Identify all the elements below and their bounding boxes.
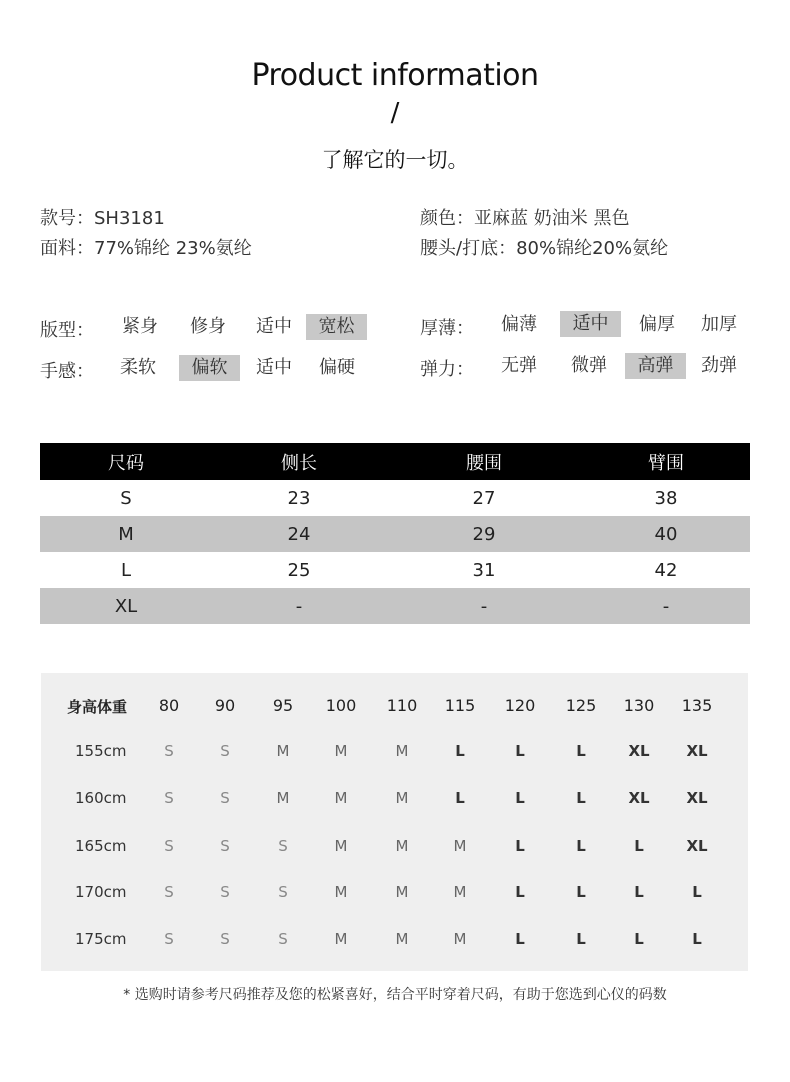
style-number: 款号：SH3181 xyxy=(40,208,165,229)
header-size: 尺码 xyxy=(108,452,144,474)
weight-header: 115 xyxy=(444,696,476,715)
size-table-header xyxy=(40,443,750,480)
elastic-option: 劲弹 xyxy=(701,355,737,376)
size-cell: S xyxy=(220,837,230,855)
header-arm: 臂围 xyxy=(648,452,684,474)
size-cell: M xyxy=(276,742,290,760)
size-cell: L xyxy=(634,883,644,901)
size-cell: M xyxy=(334,930,348,948)
fabric-info: 面料：77%锦纶 23%氨纶 xyxy=(40,238,252,259)
height-label: 165cm xyxy=(75,837,127,855)
size-cell: XL xyxy=(628,742,650,760)
size-cell: L xyxy=(576,789,586,807)
fit-option: 紧身 xyxy=(122,316,158,337)
size-cell: M xyxy=(395,742,409,760)
elastic-option: 无弹 xyxy=(501,355,537,376)
size-cell: L xyxy=(576,837,586,855)
size-cell: S xyxy=(164,883,174,901)
table-cell: - xyxy=(295,595,303,617)
size-cell: M xyxy=(334,837,348,855)
size-cell: S xyxy=(220,883,230,901)
table-cell: XL xyxy=(114,595,138,617)
waist-info: 腰头/打底：80%锦纶20%氨纶 xyxy=(420,238,669,259)
table-row xyxy=(40,552,750,588)
feel-option: 适中 xyxy=(256,357,292,378)
table-cell: 40 xyxy=(654,523,678,545)
size-cell: L xyxy=(455,742,465,760)
elastic-option-selected: 高弹 xyxy=(625,353,686,379)
table-cell: - xyxy=(662,595,670,617)
thickness-option-selected: 适中 xyxy=(560,311,621,337)
size-cell: L xyxy=(515,930,525,948)
size-cell: S xyxy=(220,789,230,807)
title-english: Product information xyxy=(251,58,539,93)
size-cell: L xyxy=(576,742,586,760)
fit-option-selected: 宽松 xyxy=(306,314,367,340)
table-cell: 25 xyxy=(287,559,311,581)
title-chinese: 了解它的一切。 xyxy=(321,148,469,172)
size-cell: L xyxy=(692,883,702,901)
feel-option: 偏硬 xyxy=(319,357,355,378)
feel-option: 柔软 xyxy=(120,357,156,378)
table-cell: M xyxy=(118,523,134,545)
table-cell: 38 xyxy=(654,487,678,509)
table-cell: - xyxy=(480,595,488,617)
table-row xyxy=(40,480,750,516)
size-cell: S xyxy=(164,789,174,807)
table-cell: 23 xyxy=(287,487,311,509)
fit-option: 适中 xyxy=(256,316,292,337)
grid-corner-label: 身高体重 xyxy=(67,698,128,716)
fit-label: 版型： xyxy=(40,320,94,341)
size-cell: M xyxy=(395,837,409,855)
size-cell: S xyxy=(278,837,288,855)
size-cell: L xyxy=(455,789,465,807)
title-divider: / xyxy=(390,98,400,128)
size-cell: S xyxy=(164,930,174,948)
size-cell: L xyxy=(515,837,525,855)
size-cell: S xyxy=(278,930,288,948)
size-cell: L xyxy=(515,789,525,807)
height-label: 160cm xyxy=(75,789,127,807)
height-label: 155cm xyxy=(75,742,127,760)
height-label: 170cm xyxy=(75,883,127,901)
weight-header: 90 xyxy=(214,696,236,715)
size-recommendation-grid xyxy=(41,673,748,971)
size-cell: M xyxy=(334,742,348,760)
weight-header: 130 xyxy=(623,696,655,715)
size-cell: S xyxy=(278,883,288,901)
table-cell: 24 xyxy=(287,523,311,545)
weight-header: 120 xyxy=(504,696,536,715)
thickness-option: 偏厚 xyxy=(639,314,675,335)
table-cell: 27 xyxy=(472,487,496,509)
table-row xyxy=(40,588,750,624)
size-cell: L xyxy=(576,930,586,948)
table-cell: 42 xyxy=(654,559,678,581)
size-cell: M xyxy=(453,837,467,855)
weight-header: 95 xyxy=(272,696,294,715)
size-cell: M xyxy=(395,883,409,901)
size-cell: L xyxy=(515,883,525,901)
size-cell: M xyxy=(453,883,467,901)
weight-header: 135 xyxy=(681,696,713,715)
feel-option-selected: 偏软 xyxy=(179,355,240,381)
footer-note: * 选购时请参考尺码推荐及您的松紧喜好，结合平时穿着尺码，有助于您选到心仪的码数 xyxy=(123,987,667,1003)
size-cell: S xyxy=(164,742,174,760)
header-waist: 腰围 xyxy=(466,452,502,474)
color-info: 颜色：亚麻蓝 奶油米 黑色 xyxy=(420,208,630,229)
thickness-label: 厚薄： xyxy=(420,318,474,339)
size-table xyxy=(40,443,750,624)
weight-header: 110 xyxy=(386,696,418,715)
size-cell: M xyxy=(395,930,409,948)
size-cell: L xyxy=(515,742,525,760)
size-cell: L xyxy=(634,837,644,855)
weight-header: 80 xyxy=(158,696,180,715)
header-side-length: 侧长 xyxy=(281,452,317,474)
elastic-label: 弹力： xyxy=(420,359,474,380)
size-cell: XL xyxy=(628,789,650,807)
fit-option: 修身 xyxy=(190,316,226,337)
size-cell: S xyxy=(220,930,230,948)
size-cell: XL xyxy=(686,742,708,760)
thickness-option: 加厚 xyxy=(701,314,737,335)
table-cell: S xyxy=(120,487,132,509)
size-cell: M xyxy=(453,930,467,948)
feel-label: 手感： xyxy=(40,361,94,382)
size-cell: M xyxy=(334,883,348,901)
table-cell: L xyxy=(120,559,132,581)
size-cell: L xyxy=(576,883,586,901)
size-cell: M xyxy=(395,789,409,807)
weight-header: 125 xyxy=(565,696,597,715)
size-cell: M xyxy=(276,789,290,807)
height-label: 175cm xyxy=(75,930,127,948)
size-cell: XL xyxy=(686,789,708,807)
weight-header: 100 xyxy=(325,696,357,715)
size-cell: S xyxy=(220,742,230,760)
size-cell: S xyxy=(164,837,174,855)
table-cell: 29 xyxy=(472,523,496,545)
table-cell: 31 xyxy=(472,559,496,581)
size-cell: L xyxy=(692,930,702,948)
elastic-option: 微弹 xyxy=(571,355,607,376)
table-row xyxy=(40,516,750,552)
size-cell: M xyxy=(334,789,348,807)
size-cell: XL xyxy=(686,837,708,855)
thickness-option: 偏薄 xyxy=(501,314,537,335)
size-cell: L xyxy=(634,930,644,948)
